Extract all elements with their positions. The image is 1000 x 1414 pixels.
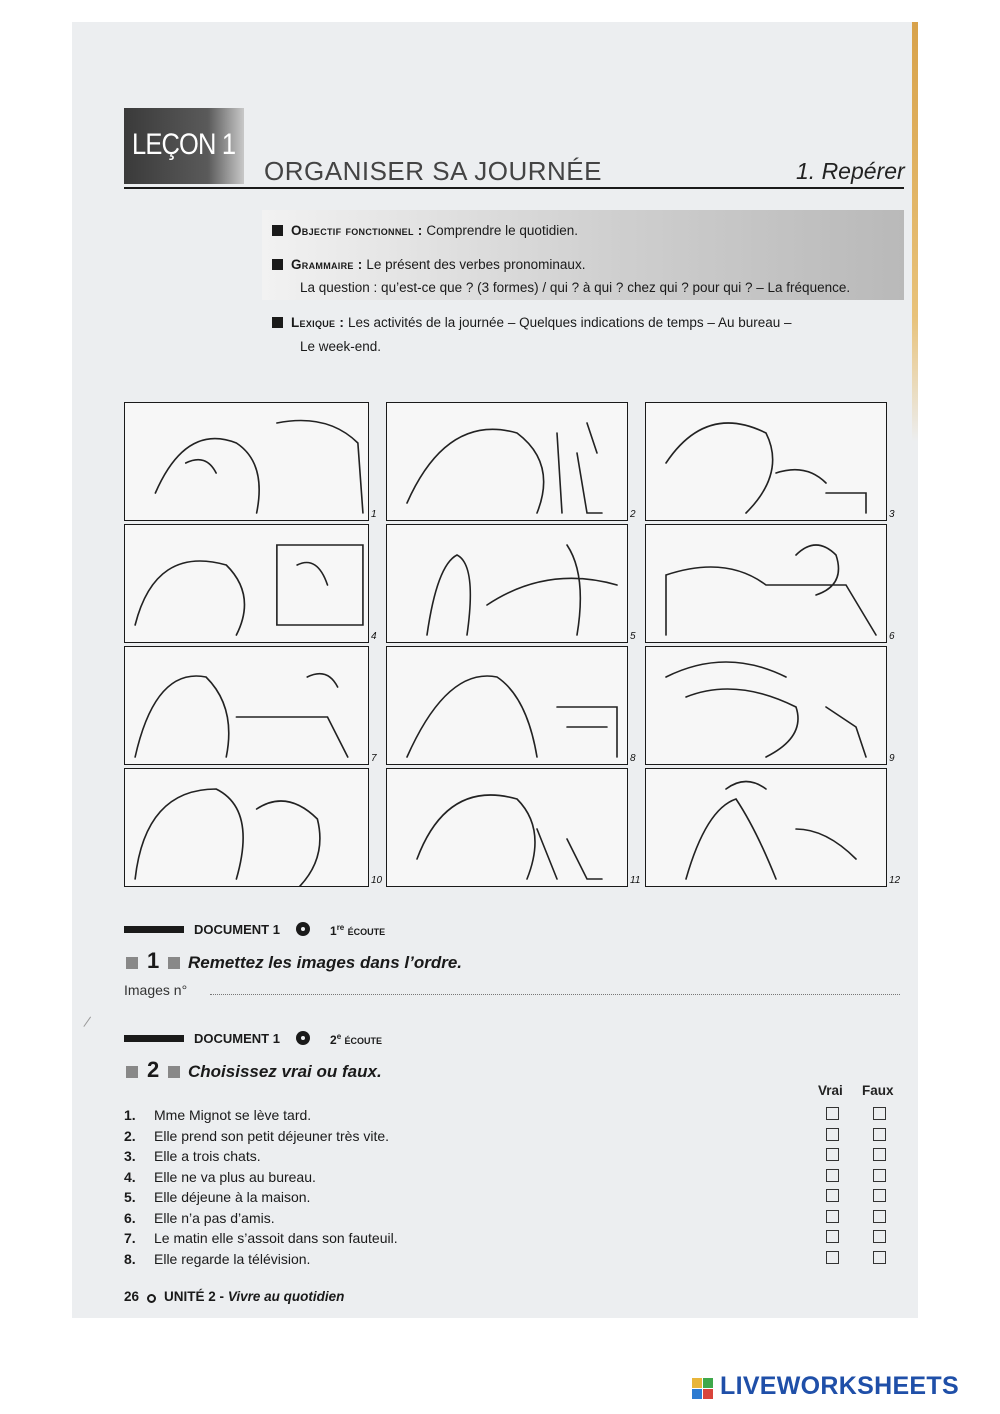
statement-row [124, 1210, 824, 1231]
panel-number: 2 [630, 509, 636, 520]
comic-panel-10 [124, 768, 369, 887]
exercise-square-icon [126, 1066, 138, 1078]
comic-panel-12 [645, 768, 887, 887]
panel-number: 6 [889, 631, 895, 642]
listening-label: 2e ÉCOUTE [330, 1032, 382, 1047]
statement-row [124, 1107, 824, 1128]
false-checkbox[interactable] [873, 1251, 886, 1264]
comic-panel-1 [124, 402, 369, 521]
statement-text: Elle ne va plus au bureau. [154, 1168, 316, 1185]
comic-illustration [125, 403, 368, 520]
true-checkbox[interactable] [826, 1189, 839, 1202]
statement-row [124, 1189, 824, 1210]
comic-illustration [387, 769, 627, 886]
false-checkbox[interactable] [873, 1210, 886, 1223]
column-false: Faux [862, 1083, 894, 1098]
statement-text: Elle a trois chats. [154, 1148, 261, 1164]
comic-illustration [646, 403, 886, 520]
comic-illustration [125, 769, 368, 886]
cd-audio-icon [296, 922, 310, 936]
lesson-badge-label: LEÇON 1 [132, 128, 236, 161]
true-checkbox[interactable] [826, 1251, 839, 1264]
comic-panel-3 [645, 402, 887, 521]
comic-illustration [125, 525, 368, 642]
statement-number: 5. [124, 1189, 136, 1205]
comic-panel-9 [645, 646, 887, 765]
true-checkbox[interactable] [826, 1148, 839, 1161]
objective-grammar: Grammaire : Le présent des verbes pronominaux. [272, 254, 585, 276]
objective-grammar-line2: La question : qu’est-ce que ? (3 formes) / qui ? à qui ? chez qui ? pour qui ? – La fréquence. [300, 280, 851, 295]
exercise-title: Remettez les images dans l’ordre. [188, 953, 462, 972]
false-checkbox[interactable] [873, 1169, 886, 1182]
header-rule [124, 187, 904, 189]
lesson-title: ORGANISER SA JOURNÉE [264, 156, 602, 186]
statement-row [124, 1148, 824, 1169]
objective-functional: Objectif fonctionnel : Comprendre le quotidien. [272, 220, 578, 242]
exercise-title: Choisissez vrai ou faux. [188, 1062, 382, 1081]
statement-number: 6. [124, 1209, 136, 1226]
page-footer [124, 1289, 344, 1304]
page-edge [912, 22, 918, 442]
document-label: DOCUMENT 1 [194, 922, 280, 937]
panel-number: 3 [889, 509, 895, 520]
exercise-square-icon [168, 957, 180, 969]
bullet-square-icon [272, 317, 283, 328]
panel-number: 12 [889, 875, 901, 886]
statement-text: Elle déjeune à la maison. [154, 1189, 311, 1205]
statement-row [124, 1251, 824, 1272]
panel-number: 7 [371, 753, 377, 764]
panel-number: 10 [371, 875, 383, 886]
comic-illustration [646, 525, 886, 642]
comic-illustration [387, 647, 627, 764]
true-false-list [124, 1107, 824, 1271]
comic-panel-8 [386, 646, 628, 765]
statement-number: 7. [124, 1230, 136, 1246]
statement-row [124, 1128, 824, 1149]
comic-illustration [646, 647, 886, 764]
true-checkbox[interactable] [826, 1230, 839, 1243]
statement-number: 2. [124, 1127, 136, 1144]
panel-number: 1 [371, 509, 377, 520]
false-checkbox[interactable] [873, 1230, 886, 1243]
true-checkbox[interactable] [826, 1107, 839, 1120]
comic-illustration [387, 525, 627, 642]
comic-illustration [387, 403, 627, 520]
statement-number: 1. [124, 1107, 136, 1123]
comic-panel-4 [124, 524, 369, 643]
comic-illustration [646, 769, 886, 886]
panel-number: 9 [889, 753, 895, 764]
statement-text: Mme Mignot se lève tard. [154, 1107, 312, 1123]
statement-text: Elle n’a pas d’amis. [154, 1209, 275, 1226]
document-bar [124, 1035, 184, 1042]
statement-row [124, 1169, 824, 1190]
true-checkbox[interactable] [826, 1210, 839, 1223]
circle-bullet-icon [147, 1294, 156, 1303]
statement-text: Elle prend son petit déjeuner très vite. [154, 1127, 390, 1144]
statement-text: Elle regarde la télévision. [154, 1250, 311, 1267]
exercise-number: 2 [147, 1057, 160, 1082]
false-checkbox[interactable] [873, 1128, 886, 1141]
false-checkbox[interactable] [873, 1189, 886, 1202]
comic-panel-6 [645, 524, 887, 643]
comic-illustration [125, 647, 368, 764]
statement-row [124, 1230, 824, 1251]
comic-panel-7 [124, 646, 369, 765]
liveworksheets-logo-icon [692, 1378, 714, 1400]
unit-title: Vivre au quotidien [227, 1289, 345, 1304]
statement-number: 3. [124, 1148, 136, 1164]
answer-line[interactable] [210, 994, 900, 995]
unit-label: UNITÉ 2 - [164, 1289, 225, 1304]
false-checkbox[interactable] [873, 1107, 886, 1120]
exercise-square-icon [168, 1066, 180, 1078]
bullet-square-icon [272, 259, 283, 270]
statement-number: 8. [124, 1250, 136, 1267]
true-checkbox[interactable] [826, 1128, 839, 1141]
panel-number: 4 [371, 631, 377, 642]
document-label: DOCUMENT 1 [194, 1031, 280, 1046]
step-label: 1. Repérer [796, 158, 905, 184]
cd-audio-icon [296, 1031, 310, 1045]
page-number: 26 [124, 1289, 140, 1304]
column-true: Vrai [818, 1083, 843, 1098]
bullet-square-icon [272, 225, 283, 236]
statement-number: 4. [124, 1168, 136, 1185]
comic-panel-11 [386, 768, 628, 887]
objective-lexicon: Lexique : Les activités de la journée – Quelques indications de temps – Au bureau – [272, 312, 792, 334]
liveworksheets-watermark: LIVEWORKSHEETS [720, 1372, 959, 1400]
images-label: Images n° [124, 982, 188, 998]
panel-number: 8 [630, 753, 636, 764]
statement-text: Le matin elle s’assoit dans son fauteuil. [154, 1230, 398, 1246]
document-bar [124, 926, 184, 933]
false-checkbox[interactable] [873, 1148, 886, 1161]
objective-lexicon-line2: Le week-end. [300, 339, 382, 354]
comic-panel-2 [386, 402, 628, 521]
true-checkbox[interactable] [826, 1169, 839, 1182]
panel-number: 11 [630, 875, 641, 886]
comic-panel-5 [386, 524, 628, 643]
exercise-number: 1 [147, 948, 160, 973]
panel-number: 5 [630, 631, 636, 642]
exercise-square-icon [126, 957, 138, 969]
listening-label: 1re ÉCOUTE [330, 923, 386, 938]
